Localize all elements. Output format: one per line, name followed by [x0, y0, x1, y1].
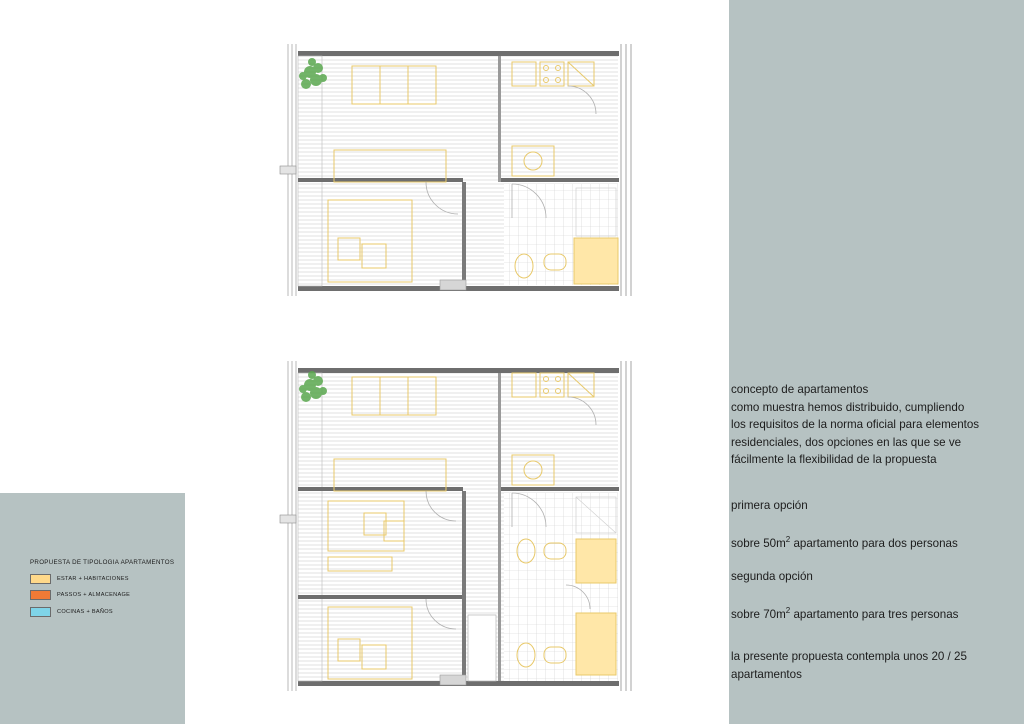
notes-heading: concepto de apartamentos [731, 383, 869, 396]
legend-item-label: ESTAR + HABITACIONES [57, 576, 129, 582]
legend-swatch-icon [30, 607, 51, 617]
legend-item-label: COCINAS + BAÑOS [57, 609, 113, 615]
legend-swatch-icon [30, 574, 51, 584]
option-two-area-sup: 2 [785, 605, 791, 615]
closing-note: la presente propuesta contempla unos 20 / 25 apartamentos [731, 650, 967, 681]
legend-swatch-icon [30, 590, 51, 600]
option-two-title: segunda opción [731, 570, 813, 584]
notes-block [731, 381, 981, 683]
notes-body: como muestra hemos distribuido, cumpliendo los requisitos de la norma oficial para elementos residenciales, dos opciones en las que se ve fácilmente la flexibilidad de la propuesta [731, 400, 980, 467]
legend-title: PROPUESTA DE TIPOLOGIA APARTAMENTOS [30, 559, 175, 566]
option-two-area-pre: sobre 70m [731, 607, 786, 621]
legend-item-estar-habitaciones [30, 574, 129, 584]
apartment-plan-option-two [276, 355, 642, 698]
legend-item-passos-almacenage [30, 590, 130, 600]
option-two-area-post: apartamento para tres personas [790, 607, 959, 621]
option-two-text [731, 602, 981, 623]
legend-item-cocinas-banos [30, 607, 113, 617]
option-one-area-sup: 2 [785, 534, 791, 544]
option-one-area-pre: sobre 50m [731, 536, 786, 550]
option-one-area-post: apartamento para dos personas [790, 536, 958, 550]
option-one-text [731, 531, 981, 552]
apartment-plan-option-one [276, 38, 642, 303]
legend-item-label: PASSOS + ALMACENAGE [57, 592, 131, 598]
option-one-title: primera opción [731, 498, 808, 512]
